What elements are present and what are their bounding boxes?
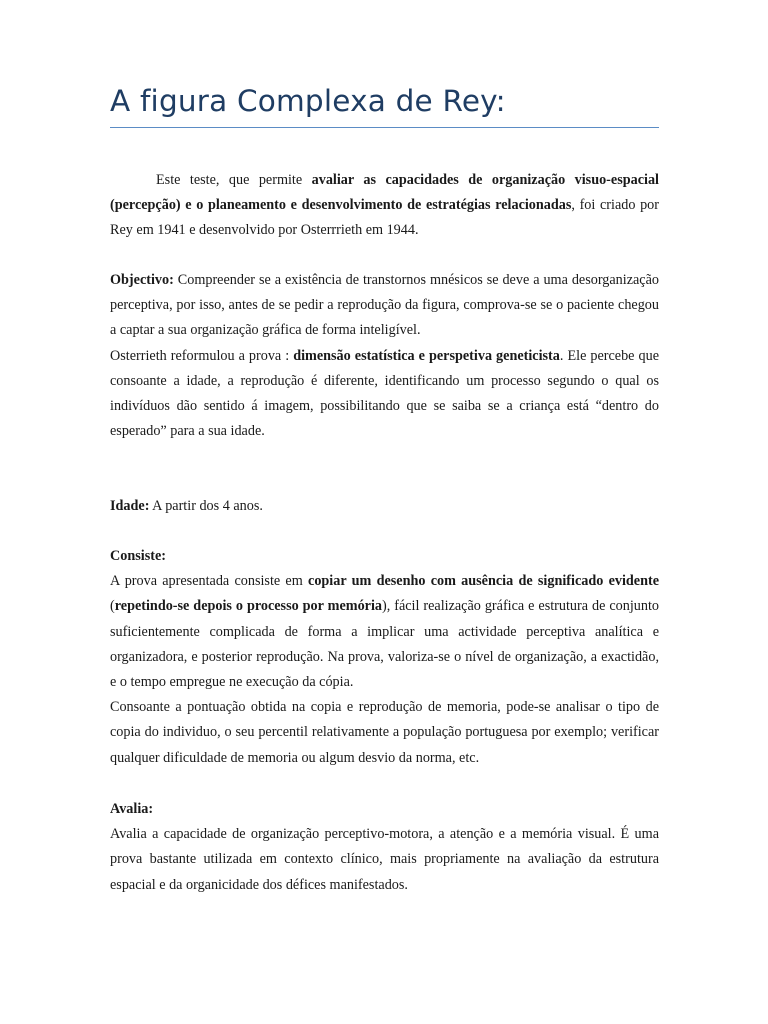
intro-paragraph [110, 168, 659, 244]
avalia-label: Avalia: [110, 801, 154, 817]
avalia-section [110, 797, 659, 898]
consiste-paragraph-2: Consoante a pontuação obtida na copia e reprodução de memoria, pode-se analisar o tipo de copia do individuo, o seu percentil relativamente a população portuguesa por exemplo; verificar qualquer dificuldade de memoria ou algum desvio da norma, etc. [110, 699, 659, 766]
objectivo-paragraph [110, 268, 659, 344]
objectivo-label: Objectivo: [110, 272, 174, 288]
page-title: A figura Complexa de Rey: [110, 84, 506, 118]
osterrieth-text-2: . Ele percebe que consoante a idade, a reprodução é diferente, identificando um processo segundo o qual os indivíduos dão sentido á imagem, possibilitando que se saiba se a criança está “dentro do esperado” para a sua idade. [110, 347, 659, 440]
avalia-heading [110, 797, 659, 822]
consiste-section [110, 544, 659, 771]
objectivo-text: Compreender se a existência de transtornos mnésicos se deve a uma desorganização perceptiva, por isso, antes de se pedir a reprodução da figura, comprova-se se o paciente chegou a captar a sua organização gráfica de forma inteligível. [110, 272, 659, 339]
osterrieth-bold-1: dimensão estatística e perspetiva geneticista [293, 347, 560, 364]
idade-text: A partir dos 4 anos. [149, 498, 263, 514]
consiste-bold-1: copiar um desenho com ausência de significado evidente [308, 573, 659, 590]
osterrieth-paragraph [110, 344, 659, 445]
avalia-paragraph: Avalia a capacidade de organização perceptivo-motora, a atenção e a memória visual. É uma prova bastante utilizada em contexto clínico, mais propriamente na avaliação da estrutura espacial e da organicidade dos défices manifestados. [110, 826, 659, 893]
intro-section [110, 168, 659, 244]
consiste-bold-2: repetindo-se depois o processo por memória [114, 598, 382, 615]
idade-paragraph [110, 494, 659, 519]
consiste-text-2: ( [110, 598, 115, 615]
title-underline [110, 127, 659, 128]
intro-text-2: , foi criado por Rey em 1941 e desenvolvido por Osterrrieth em 1944. [110, 197, 659, 239]
idade-section [110, 494, 659, 519]
osterrieth-text-1: Osterrieth reformulou a prova : [110, 347, 294, 364]
consiste-text-1: A prova apresentada consiste em [110, 573, 309, 590]
intro-text-1: Este teste, que permite [156, 172, 312, 188]
consiste-label: Consiste: [110, 548, 166, 564]
idade-label: Idade: [110, 498, 150, 514]
consiste-paragraph [110, 569, 659, 695]
consiste-text-3: ), fácil realização gráfica e estrutura de conjunto suficientemente complicada de forma a implicar uma actividade perceptiva analítica e organizadora, e posterior reprodução. Na prova, valoriza-se o nível de organização, a exactidão, e o tempo empregue ne execução da cópia. [110, 598, 659, 691]
objectivo-section [110, 268, 659, 444]
intro-bold-1: avaliar as capacidades de organização visuo-espacial (percepção) e o planeamento e desenvolvimento de estratégias relacionadas [110, 172, 659, 214]
consiste-heading [110, 544, 659, 569]
